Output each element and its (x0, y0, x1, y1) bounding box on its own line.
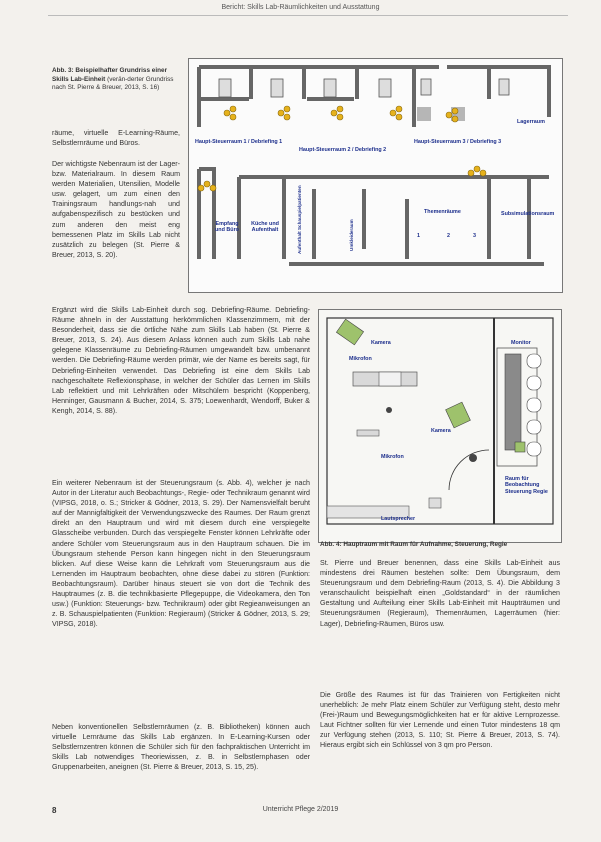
label-room-1: 1 (417, 233, 420, 239)
footer-journal: Unterricht Pflege 2/2019 (262, 806, 339, 813)
text-left-5: Neben konventionellen Selbstlernräumen (z. B. Bibliotheken) können auch virtuelle Lernräume das Skills Lab ergänzen. In E-Learning-Kursen oder Selbstlernzentren können die Schüler sich für den fachpraktischen Unterricht im Skills Lab notwendiges Theoriewissen, z. B. in Selbstlernphasen oder Gruppenarbeiten, aneignen (St. Pierre & Breuer, 2013, S. 15, 25). (52, 723, 310, 772)
text-left-3: Ergänzt wird die Skills Lab-Einheit durch sog. Debriefing-Räume. Debriefing-Räume ähneln in der Ausstattung herkömmlichen Klassenzimmern, mit der Besonderheit, dass sie die örtliche Nähe zum Skills Lab haben (St. Pierre & Breuer, 2013, S. 24). Aus diesem Anlass können auch zum Skills Lab nahe gelegene Klassenräume zu Debriefing-Räumen umgewandelt bzw. umbenannt werden. Die Debriefing-Räume werden primär, wie der Name es bereits sagt, für Debriefing-Einheiten verwendet. Das Debriefing ist eine dem Skills Lab nachgeschaltete Reflexionsphase, in welcher der Schüler das Lernen im Skills Lab reflektiert und mit Lehrkräften oder Mitschülern bespricht (Koppenberg, Henninger, Gausmann & Bucher, 2014, S. 375; Loewenhardt, Wendorff, Buker & Kengh, 2014, S. 88). (52, 306, 310, 415)
label-sub: Subsimulationsraum (501, 211, 555, 217)
fig4-caption: Abb. 4: Hauptraum mit Raum für Aufnahme, Steuerung, Regie (320, 541, 508, 548)
fig4-label-raum: Raum für Beobachtung Steuerung Regie (505, 476, 548, 495)
label-themen: Themenräume (424, 209, 461, 215)
fig3-caption-rest: (verän-derter Grundriss nach St. Pierre & Breuer, 2013, S. 16) (52, 75, 174, 92)
text-left-2: Der wichtigste Nebenraum ist der Lager- bzw. Materialraum. In diesem Raum werden Materialien, Utensilien, Modelle usw. gelagert, um zum einen den Trainingsraum handlungs-nah und aufgabenspezifisch zu bestücken und zum anderen den meist eng bemessenen Platz im Skills Lab nicht zusätzlich zu belegen (St. Pierre & Breuer, 2013, S. 20). (52, 160, 180, 259)
header-rule (48, 15, 568, 16)
running-header: Bericht: Skills Lab-Räumlichkeiten und Ausstattung (221, 4, 380, 11)
fig3-caption-bold: Abb. 3: Beispielhafter Grundriss einer Skills Lab-Einheit (52, 67, 168, 83)
label-lagerraum: Lagerraum (517, 119, 545, 125)
fig4-plan (318, 309, 562, 543)
label-haupt3: Haupt-Steuerraum 3 / Debriefing 3 (414, 139, 502, 145)
fig4-label-kamera1: Kamera (371, 340, 391, 346)
label-haupt2: Haupt-Steuerraum 2 / Debriefing 2 (299, 147, 387, 153)
fig4-label-mikrofon1: Mikrofon (349, 356, 372, 362)
footer-page-number: 8 (52, 806, 57, 815)
label-kueche: Küche und Aufenthalt (251, 221, 279, 234)
label-aufenthalt: Aufenthalt Schauspielpatienten (297, 185, 302, 254)
text-left-1: räume, virtuelle E-Learning-Räume, Selbstlernräume und Büros. (52, 129, 180, 148)
floorplan-walls (189, 59, 562, 292)
text-left-4: Ein weiterer Nebenraum ist der Steuerungsraum (s. Abb. 4), welcher je nach Autor in der Literatur auch Beobachtungs-, Regie- oder Technikraum genannt wird (VIPSG, 2018, o. S.; Stricker & Gödner, 2013, S. 29). Der Namensvielfalt beruht auf der Mannigfaltigkeit der Verwendungszwecke des Raumes. Der Raum grenzt direkt an den Hauptraum und wird mit diesem durch eine verspiegelte Glasscheibe verbunden. Durch das verspiegelte Fenster können Lehrkräfte oder andere Schüler vom Steuerungsraum aus in den Hauptraum schauen. Die im Übungsraum stehende Person kann hingegen nicht in den Steuerungsraum blicken. Auf diese Weise kann die Lehrkraft vom Steuerungsraum aus die Lernenden im Hauptraum beobachten, ohne diese dabei zu stören (Funktion: Beobachtungsraum). Darüber hinaus steuert sie von dort die Technik des Hauptraumes (z. B. die technikbasierte Pflegepuppe, die Videokamera, den Ton usw.) (Funktion: Steuerungs- bzw. Technikraum) oder gibt Regieanweisungen an z. B. Schauspielpatienten (Funktion: Regieraum) (Stricker & Gödner, 2013, S. 29; VIPSG, 2018). (52, 479, 310, 629)
fig3-caption (52, 67, 180, 93)
label-room-3: 3 (473, 233, 476, 239)
label-room-2: 2 (447, 233, 450, 239)
fig3-floorplan (188, 58, 563, 293)
fig4-label-kamera2: Kamera (431, 428, 451, 434)
fig4-label-monitor: Monitor (511, 340, 531, 346)
fig4-label-mikrofon2: Mikrofon (381, 454, 404, 460)
label-haupt1: Haupt-Steuerraum 1 / Debriefing 1 (195, 139, 283, 145)
text-right-2: Die Größe des Raumes ist für das Trainieren von Fertigkeiten nicht unerheblich: Je mehr Platz einem Schüler zur Verfügung steht, desto mehr (Frei-)Raum und Bewegungsmöglichkeiten hat er für aktive Lernprozesse. Laut Fichtner sollten für vier Lernende und einen Tutor mindestens 18 qm zur Verfügung stehen (2013, S. 110; St. Pierre & Breuer, 2013, S. 74). Hieraus ergibt sich ein Schlüssel von 3 qm pro Person. (320, 691, 560, 750)
label-umkleide: Umkleideraum (349, 219, 354, 251)
text-right-1: St. Pierre und Breuer benennen, dass eine Skills Lab-Einheit aus mindestens drei Räumen bestehen sollte: Dem Übungsraum, dem Steuerungsraum und dem Debriefing-Raum (2013, S. 4). Die Abbildung 3 veranschaulicht beispielhaft einen „Goldstandard“ in der räumlichen Gestaltung und Aufteilung einer Skills Lab-Einheit mit Haupträumen und Steuerungsräumen (Regieraum), Themenräumen, Lagerräumen (hier: Lager), Debriefing-Räumen, Büros usw. (320, 559, 560, 628)
label-empfang: Empfang und Büro (215, 221, 239, 234)
fig4-label-laut: Lautsprecher (381, 516, 416, 522)
